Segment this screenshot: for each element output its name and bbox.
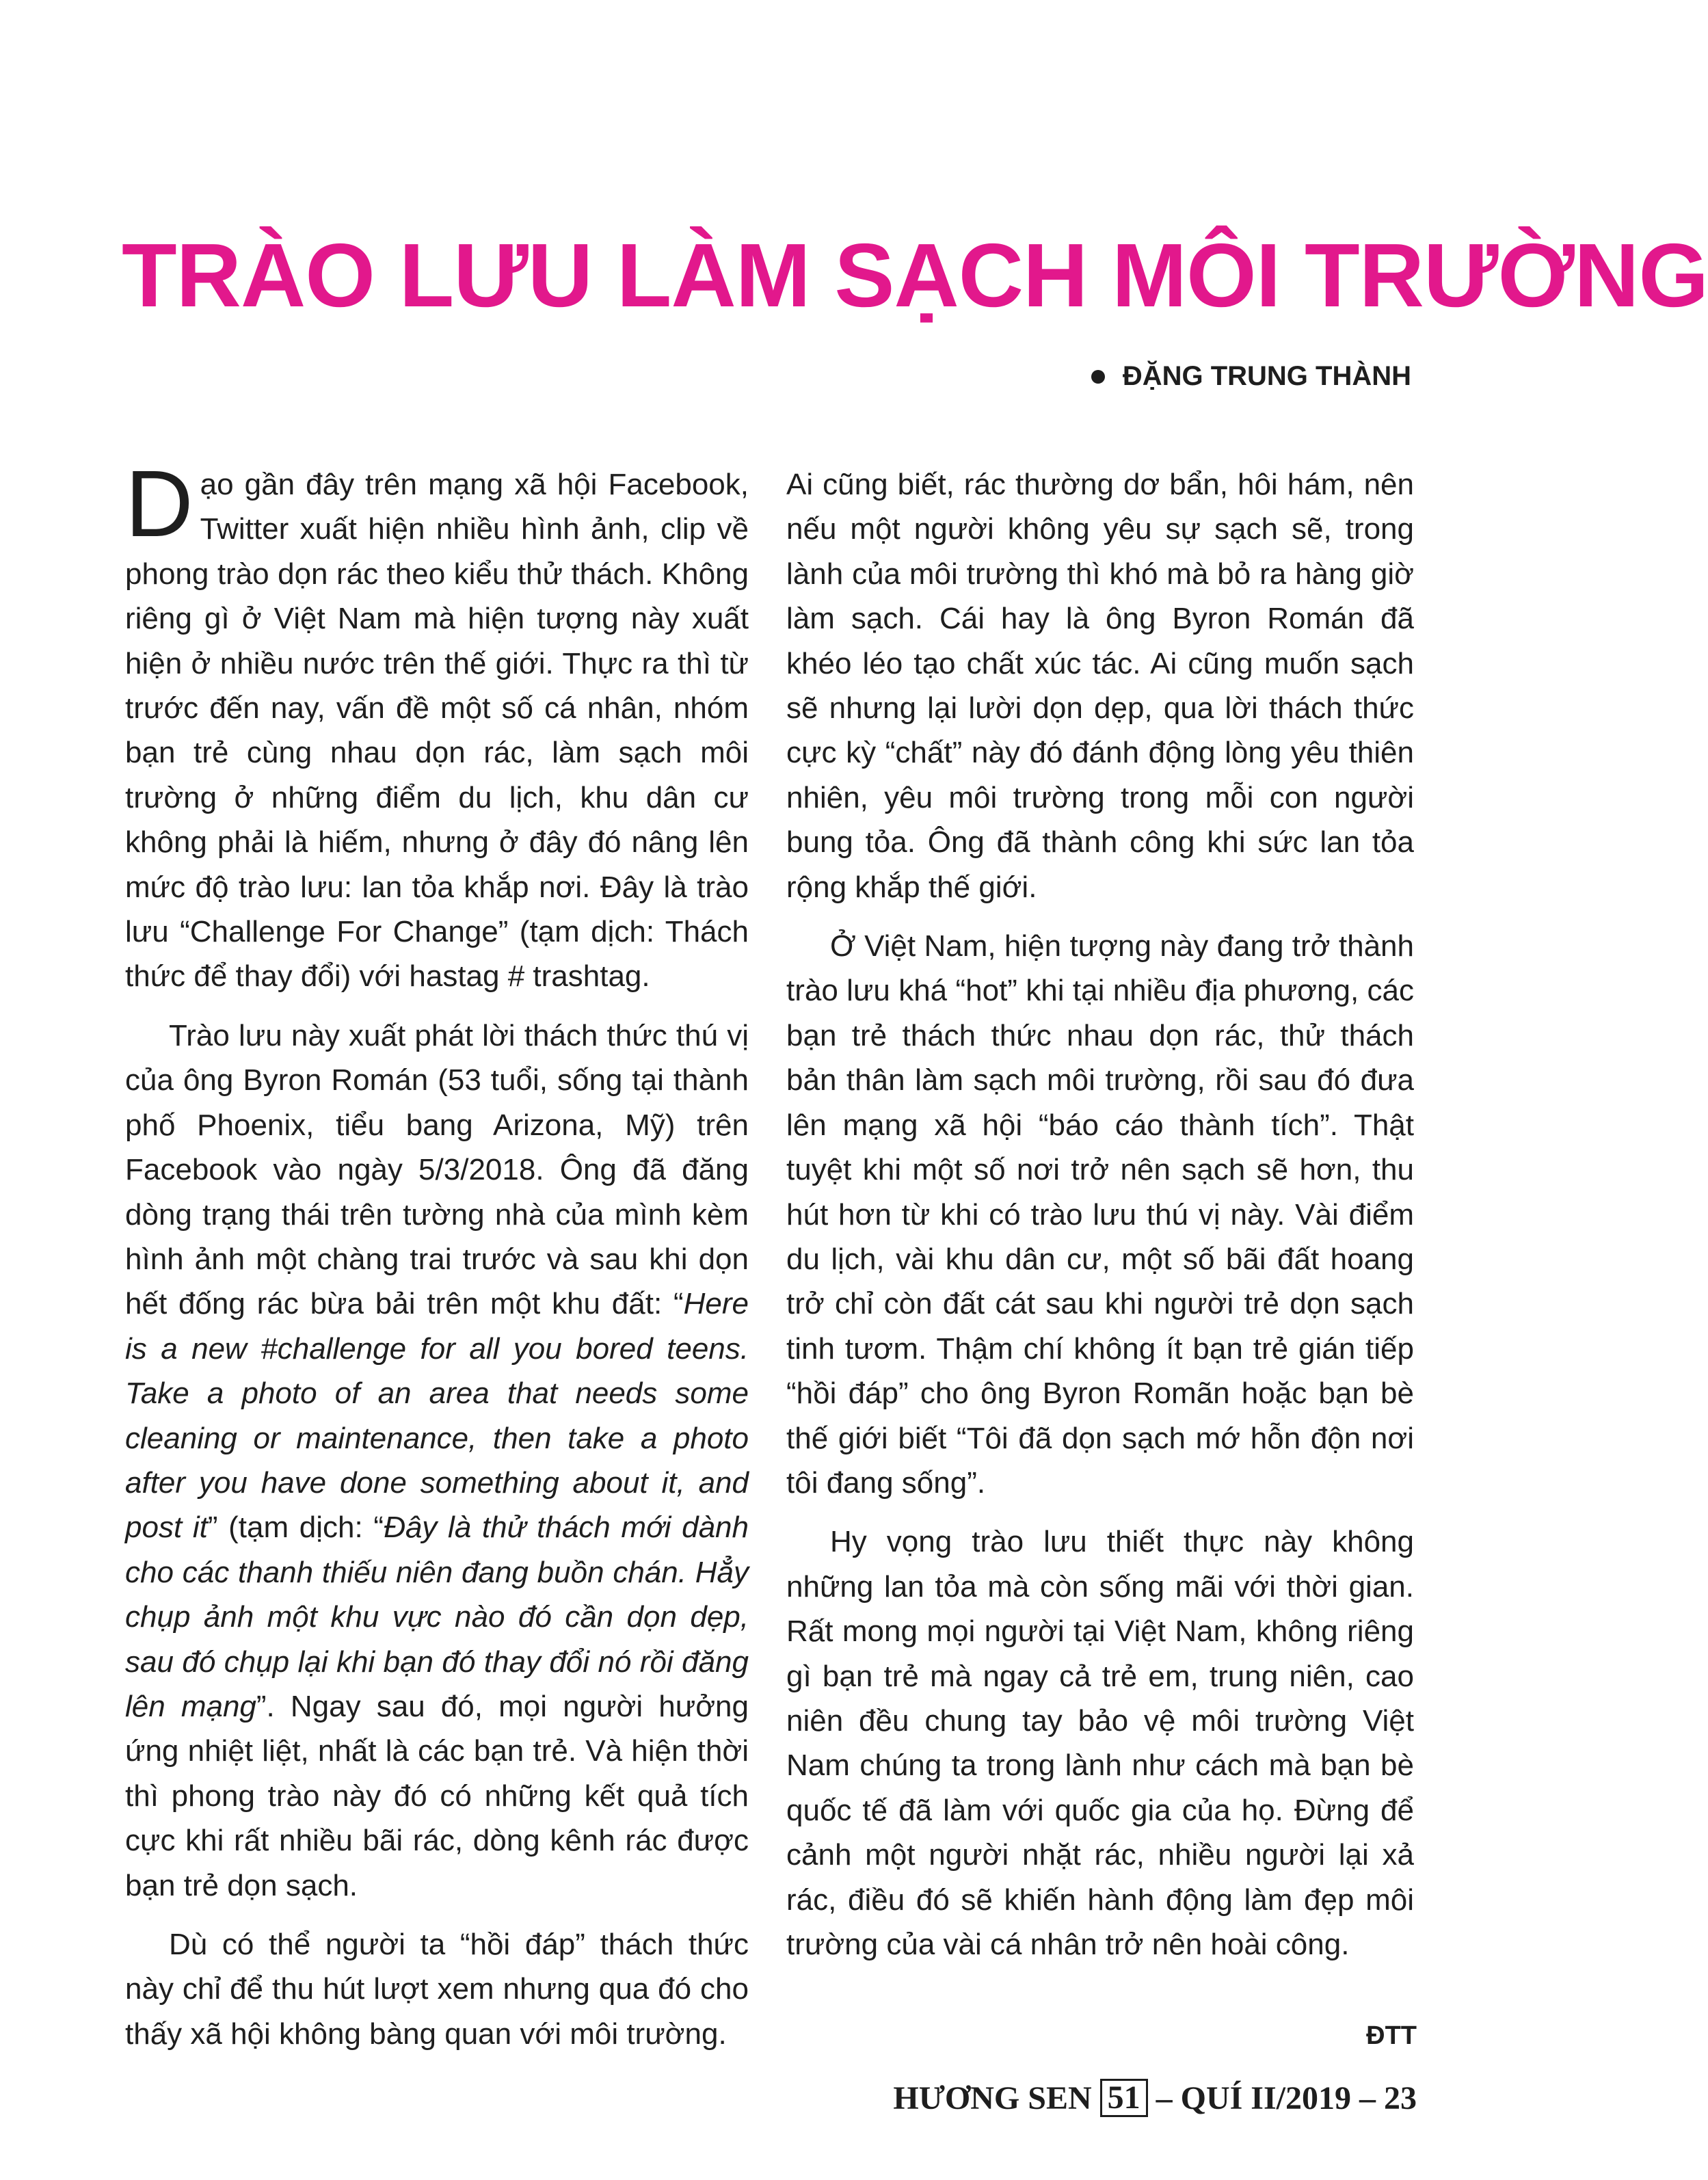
drop-cap: D <box>125 451 194 557</box>
byline <box>1091 361 1411 392</box>
page-number: 23 <box>1384 2079 1417 2116</box>
translated-quote: Đây là thử thách mới dành cho các thanh thiếu niên đang buồn chán. Hẳy chụp ảnh một khu vực nào đó cần dọn dẹp, sau đó chụp lại khi bạn đó thay đổi nó rồi đăng lên mạng <box>125 1511 749 1723</box>
author-name: ĐẶNG TRUNG THÀNH <box>1122 361 1411 391</box>
article-title: TRÀO LƯU LÀM SẠCH MÔI TRƯỜNG <box>122 225 1708 325</box>
paragraph-1-text: ạo gần đây trên mạng xã hội Facebook, Twitter xuất hiện nhiều hình ảnh, clip về phong trào dọn rác theo kiểu thử thách. Không riêng gì ở Việt Nam mà hiện tượng này xuất hiện ở nhiều nước trên thế giới. Thực ra thì từ trước đến nay, vấn đề một số cá nhân, nhóm bạn trẻ cùng nhau dọn rác, làm sạch môi trường ở những điểm du lịch, khu dân cư không phải là hiếm, nhưng ở đây đó nâng lên mức độ trào lưu: lan tỏa khắp nơi. Đây là trào lưu “Challenge For Change” (tạm dịch: Thách thức để thay đổi) với hastag # trashtag. <box>125 468 749 994</box>
paragraph-6: Hy vọng trào lưu thiết thực này không những lan tỏa mà còn sống mãi với thời gian. Rất mong mọi người tại Việt Nam, không riêng gì bạn trẻ mà ngay cả trẻ em, trung niên, cao niên đều chung tay bảo vệ môi trường Việt Nam chúng ta trong lành như cách mà bạn bè quốc tế đã làm với quốc gia của họ. Đừng để cảnh một người nhặt rác, nhiều người lại xả rác, điều đó sẽ khiến hành động làm đẹp môi trường của vài cá nhân trở nên hoài công. <box>786 1525 1414 1961</box>
page-footer <box>893 2079 1417 2117</box>
paragraph-2-mid: ” (tạm dịch: “ <box>207 1511 384 1545</box>
paragraph-4: Ai cũng biết, rác thường dơ bẩn, hôi hám, nên nếu một người không yêu sự sạch sẽ, trong lành của môi trường thì khó mà bỏ ra hàng giờ làm sạch. Cái hay là ông Byron Román đã khéo léo tạo chất xúc tác. Ai cũng muốn sạch sẽ nhưng lại lười dọn dẹp, qua lời thách thức cực kỳ “chất” này đó đánh động lòng yêu thiên nhiên, yêu môi trường trong mỗi con người bung tỏa. Ông đã thành công khi sức lan tỏa rộng khắp thế giới. <box>786 468 1414 904</box>
paragraph-3: Dù có thể người ta “hồi đáp” thách thức này chỉ để thu hút lượt xem nhưng qua đó cho thấy xã hội không bàng quan với môi trường. <box>125 1928 749 2051</box>
paragraph-1 <box>125 451 749 999</box>
issue-period: – QUÍ II/2019 – <box>1156 2079 1376 2116</box>
english-quote: Here is a new #challenge for all you bored teens. Take a photo of an area that needs some cleaning or maintenance, then take a photo after you have done something about it, and post it <box>125 1287 749 1545</box>
magazine-name: HƯƠNG SEN <box>893 2079 1092 2116</box>
paragraph-2-end: ”. Ngay sau đó, mọi người hưởng ứng nhiệt liệt, nhất là các bạn trẻ. Và hiện thời thì phong trào này đó có những kết quả tích cực khi rất nhiều bãi rác, dòng kênh rác được bạn trẻ dọn sạch. <box>125 1689 749 1902</box>
bullet-icon <box>1091 370 1105 384</box>
paragraph-5: Ở Việt Nam, hiện tượng này đang trở thành trào lưu khá “hot” khi tại nhiều địa phương, các bạn trẻ thách thức nhau dọn rác, thử thách bản thân làm sạch môi trường, rồi sau đó đưa lên mạng xã hội “báo cáo thành tích”. Thật tuyệt khi một số nơi trở nên sạch sẽ hơn, thu hút hơn từ khi có trào lưu thú vị này. Vài điểm du lịch, vài khu dân cư, một số bãi đất hoang trở chỉ còn đất cát sau khi người trẻ dọn sạch tinh tươm. Thậm chí không ít bạn trẻ gián tiếp “hồi đáp” cho ông Byron Romãn hoặc bạn bè thế giới biết “Tôi đã dọn sạch mớ hỗn độn nơi tôi đang sống”. <box>786 929 1414 1500</box>
article-column-left <box>125 451 749 2071</box>
paragraph-2 <box>125 1013 749 1908</box>
paragraph-2-start: Trào lưu này xuất phát lời thách thức thú vị của ông Byron Román (53 tuổi, sống tại thành phố Phoenix, tiểu bang Arizona, Mỹ) trên Facebook vào ngày 5/3/2018. Ông đã đăng dòng trạng thái trên tường nhà của mình kèm hình ảnh một chàng trai trước và sau khi dọn hết đống rác bừa bải trên một khu đất: “ <box>125 1018 749 1321</box>
issue-number: 51 <box>1100 2079 1148 2117</box>
author-signoff: ĐTT <box>1366 2021 1417 2050</box>
article-column-right <box>786 462 1414 1981</box>
